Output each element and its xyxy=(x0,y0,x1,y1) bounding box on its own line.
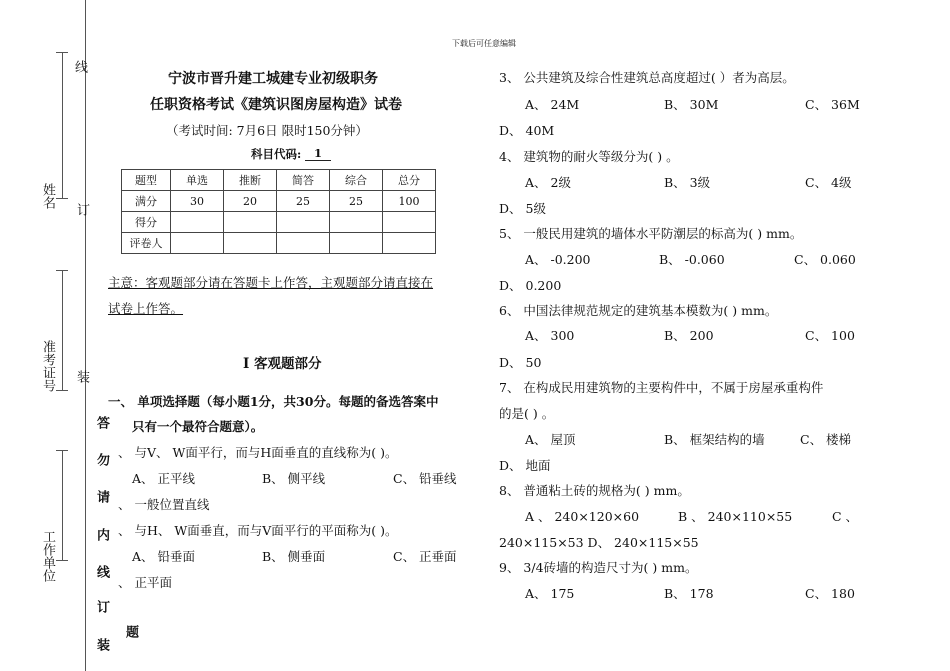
table-row xyxy=(122,191,436,212)
question-5-option-c: C、 0.060 xyxy=(794,252,856,267)
table-header-cell: 简答 xyxy=(277,170,330,191)
question-2: 、 与H、 W面垂直，而与V面平行的平面称为( )。 xyxy=(118,523,398,538)
question-7-option-a: A、 屋顶 xyxy=(525,432,576,447)
question-9-option-a: A、 175 xyxy=(525,586,575,601)
part1-title-line1: 一、 单项选择题（每小题1分，共30分。每题的备选答案中 xyxy=(108,394,439,409)
question-4-option-c: C、 4级 xyxy=(805,175,852,190)
question-8-continuation: 240×115×53 D、 240×115×55 xyxy=(499,535,699,550)
question-3-option-a: A、 24M xyxy=(525,97,580,112)
score-input-cell[interactable] xyxy=(330,212,383,233)
notice-line1: 主意：客观题部分请在答题卡上作答，主观题部分请直接在 xyxy=(108,275,434,290)
no-answer-char: 装 xyxy=(94,638,109,651)
table-cell: 满分 xyxy=(122,191,171,212)
score-input-cell[interactable] xyxy=(277,212,330,233)
table-cell: 100 xyxy=(383,191,436,212)
no-answer-char: 请 xyxy=(94,490,109,503)
question-2-option-d: 、 正平面 xyxy=(118,575,172,590)
field-tick xyxy=(56,450,68,451)
exam-time-info: （考试时间: 7月6日 限时150分钟） xyxy=(166,123,368,138)
question-7-option-b: B、 框架结构的墙 xyxy=(664,432,765,447)
question-8-option-a: A 、 240×120×60 xyxy=(525,509,640,524)
field-tick xyxy=(56,270,68,271)
question-1-option-a: A、 正平线 xyxy=(132,471,196,486)
question-6-option-c: C、 100 xyxy=(805,328,855,343)
table-header-cell: 总分 xyxy=(383,170,436,191)
name-field-line xyxy=(62,52,63,198)
question-8-option-b: B 、 240×110×55 xyxy=(678,509,793,524)
question-7-line2: 的是( ) 。 xyxy=(499,406,555,421)
field-tick xyxy=(56,198,68,199)
header-note: 下载后可任意编辑 xyxy=(452,39,516,48)
table-header-row xyxy=(122,170,436,191)
question-4-option-b: B、 3级 xyxy=(664,175,711,190)
table-header-cell: 单选 xyxy=(171,170,224,191)
no-answer-char: 线 xyxy=(94,565,109,578)
question-6: 6、 中国法律规范规定的建筑基本模数为( ) mm。 xyxy=(499,303,778,318)
table-cell: 评卷人 xyxy=(122,233,171,254)
question-4: 4、 建筑物的耐火等级分为( ) 。 xyxy=(499,149,679,164)
exam-title-line1: 宁波市晋升建工城建专业初级职务 xyxy=(168,71,378,87)
question-3-option-c: C、 36M xyxy=(805,97,860,112)
binding-zhuang: 装 xyxy=(74,370,89,383)
question-1-option-d: 、 一般位置直线 xyxy=(118,497,210,512)
score-input-cell[interactable] xyxy=(383,212,436,233)
no-answer-char: 内 xyxy=(94,528,109,541)
exam-number-field-line xyxy=(62,270,63,390)
field-tick xyxy=(56,52,68,53)
question-3-option-b: B、 30M xyxy=(664,97,719,112)
grader-input-cell[interactable] xyxy=(383,233,436,254)
grader-input-cell[interactable] xyxy=(330,233,383,254)
score-input-cell[interactable] xyxy=(224,212,277,233)
binding-exam-number-label: 准考证号 xyxy=(40,340,55,392)
question-8: 8、 普通粘土砖的规格为( ) mm。 xyxy=(499,483,690,498)
exam-title-line2: 任职资格考试《建筑识图房屋构造》试卷 xyxy=(150,97,402,113)
table-cell: 25 xyxy=(277,191,330,212)
notice-line2: 试卷上作答。 xyxy=(108,301,184,316)
section-title: I 客观题部分 xyxy=(243,356,322,372)
question-7-line1: 7、 在构成民用建筑物的主要构件中，不属于房屋承重构件 xyxy=(499,380,824,395)
question-6-option-a: A、 300 xyxy=(525,328,575,343)
table-header-cell: 题型 xyxy=(122,170,171,191)
table-header-cell: 综合 xyxy=(330,170,383,191)
binding-ding: 订 xyxy=(74,203,89,216)
binding-line xyxy=(85,0,86,671)
subject-code-value: 1 xyxy=(305,146,331,161)
question-4-option-a: A、 2级 xyxy=(525,175,571,190)
question-5-option-a: A、 -0.200 xyxy=(525,252,591,267)
question-1: 、 与V、 W面平行，而与H面垂直的直线称为( )。 xyxy=(118,445,398,460)
table-header-cell: 推断 xyxy=(224,170,277,191)
subject-code-label: 科目代码: xyxy=(251,147,302,161)
question-7-option-c: C、 楼梯 xyxy=(800,432,852,447)
question-6-option-b: B、 200 xyxy=(664,328,714,343)
question-9-option-c: C、 180 xyxy=(805,586,855,601)
question-1-option-b: B、 侧平线 xyxy=(262,471,326,486)
no-answer-char: 题 xyxy=(123,625,138,638)
grader-input-cell[interactable] xyxy=(171,233,224,254)
table-cell: 25 xyxy=(330,191,383,212)
part1-title-line2: 只有一个最符合题意）。 xyxy=(132,419,264,434)
question-2-option-a: A、 铅垂面 xyxy=(132,549,196,564)
question-6-option-d: D、 50 xyxy=(499,355,542,370)
question-8-option-c: C 、 xyxy=(832,509,859,524)
question-5: 5、 一般民用建筑的墙体水平防潮层的标高为( ) mm。 xyxy=(499,226,803,241)
question-5-option-d: D、 0.200 xyxy=(499,278,562,293)
question-7-option-d: D、 地面 xyxy=(499,458,551,473)
binding-xian: 线 xyxy=(72,60,87,73)
question-2-option-b: B、 侧垂面 xyxy=(262,549,326,564)
no-answer-char: 订 xyxy=(94,600,109,613)
field-tick xyxy=(56,390,68,391)
question-9: 9、 3/4砖墙的构造尺寸为( ) mm。 xyxy=(499,560,698,575)
grader-input-cell[interactable] xyxy=(277,233,330,254)
question-9-option-b: B、 178 xyxy=(664,586,714,601)
table-cell: 30 xyxy=(171,191,224,212)
work-unit-field-line xyxy=(62,450,63,560)
no-answer-char: 勿 xyxy=(94,453,109,466)
question-4-option-d: D、 5级 xyxy=(499,201,546,216)
table-cell: 20 xyxy=(224,191,277,212)
question-5-option-b: B、 -0.060 xyxy=(659,252,725,267)
question-2-option-c: C、 正垂面 xyxy=(393,549,457,564)
field-tick xyxy=(56,560,68,561)
binding-name-label: 姓名 xyxy=(40,183,55,209)
score-table xyxy=(121,169,436,254)
question-3-option-d: D、 40M xyxy=(499,123,555,138)
table-row xyxy=(122,212,436,233)
binding-work-unit-label: 工作单位 xyxy=(40,530,55,582)
table-row xyxy=(122,233,436,254)
grader-input-cell[interactable] xyxy=(224,233,277,254)
question-3: 3、 公共建筑及综合性建筑总高度超过( ）者为高层。 xyxy=(499,70,795,85)
table-cell: 得分 xyxy=(122,212,171,233)
question-1-option-c: C、 铅垂线 xyxy=(393,471,457,486)
score-input-cell[interactable] xyxy=(171,212,224,233)
no-answer-char: 答 xyxy=(94,416,109,429)
